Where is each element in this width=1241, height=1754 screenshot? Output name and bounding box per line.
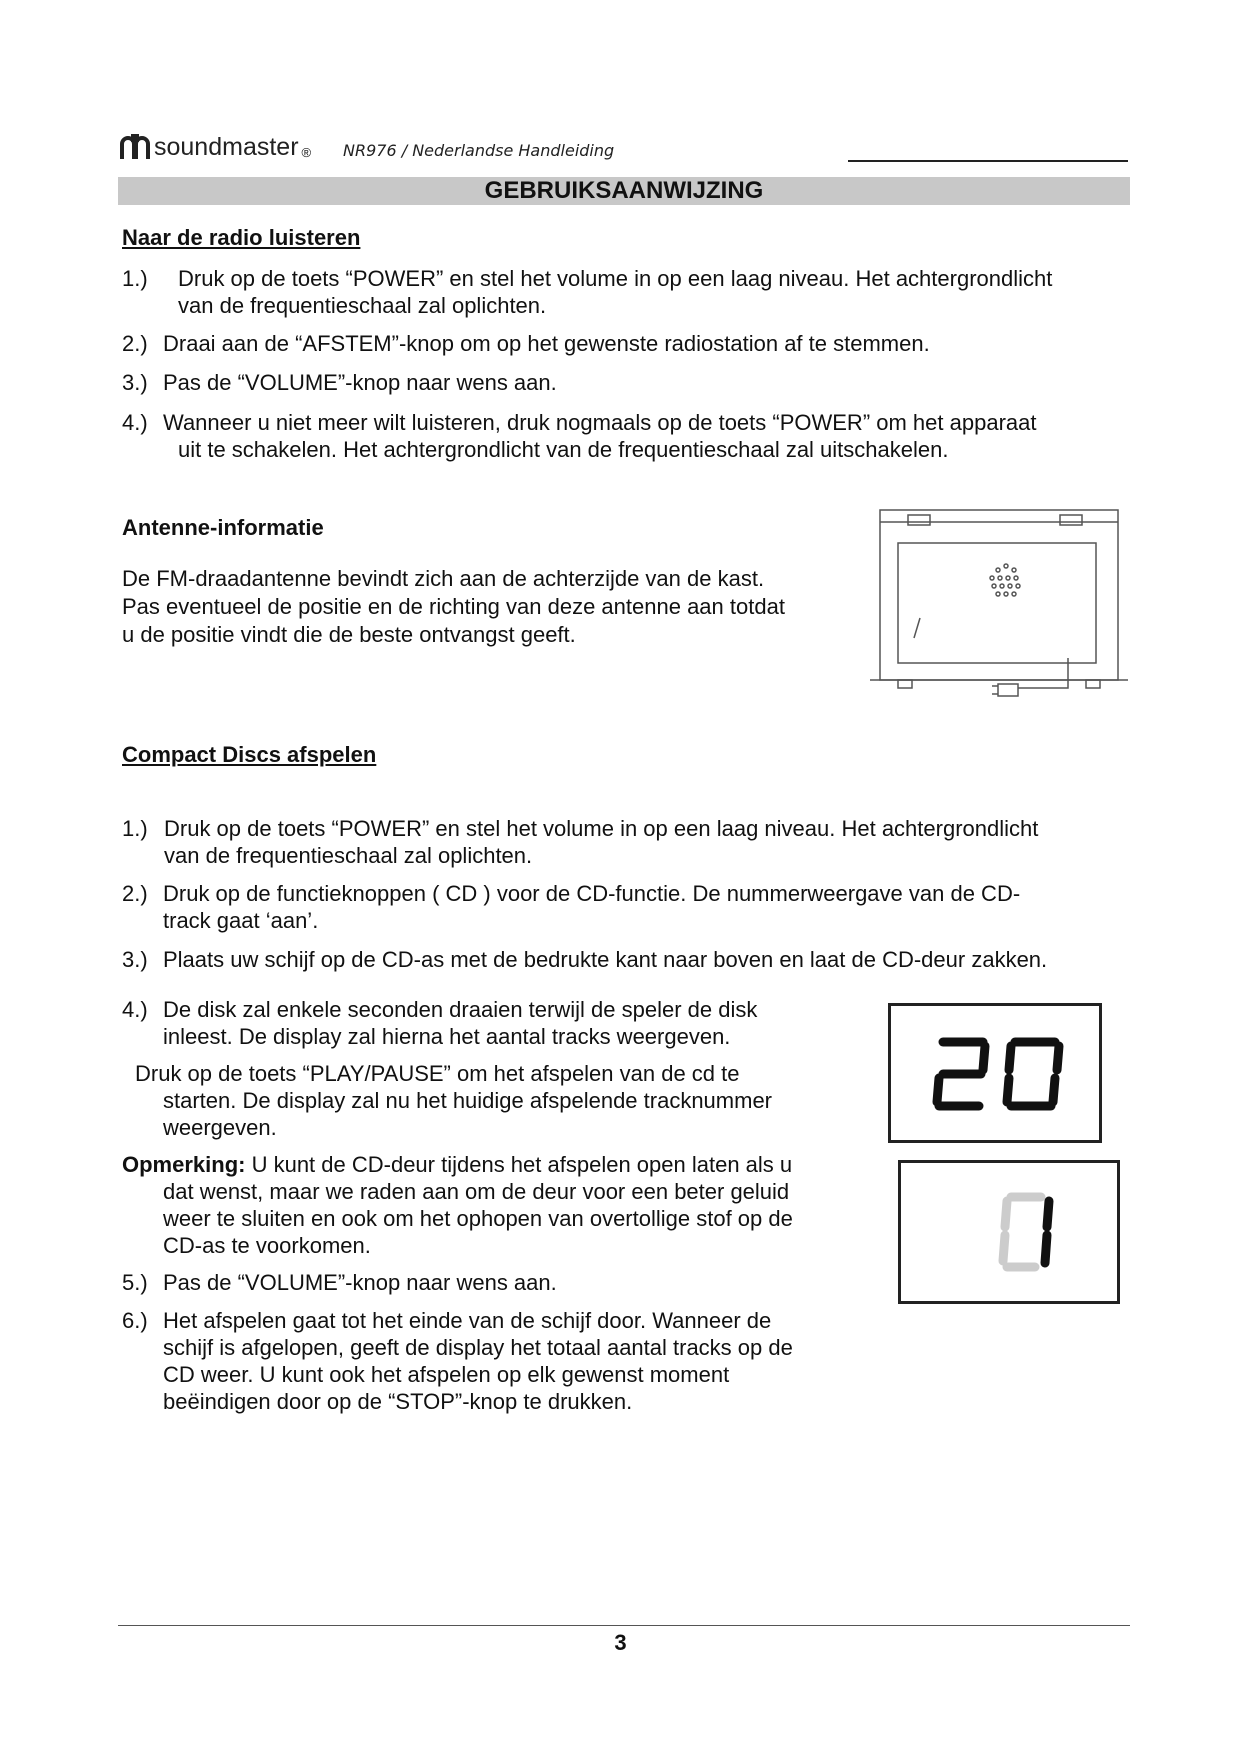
cd-play-line-3: weergeven.	[163, 1115, 277, 1140]
cd-step-6-line-2: schijf is afgelopen, geeft de display het totaal aantal tracks op de	[163, 1335, 793, 1360]
antenna-wire	[914, 618, 920, 638]
cd-step-3-line-1: Plaats uw schijf op de CD-as met de bedrukte kant naar boven en laat de CD-deur zakken.	[163, 947, 1048, 972]
cd-note-label: Opmerking:	[122, 1152, 246, 1177]
radio-step-1-line-1: Druk op de toets “POWER” en stel het volume in op een laag niveau. Het achtergrondlicht	[178, 266, 1053, 291]
cd-step-5-number: 5.)	[122, 1270, 148, 1295]
cd-step-1-line-2: van de frequentieschaal zal oplichten.	[164, 843, 533, 868]
device-rear-illustration	[868, 508, 1130, 703]
cd-step-2-line-1: Druk op de functieknoppen ( CD ) voor de CD-functie. De nummerweergave van de CD-	[163, 881, 1021, 906]
cd-note-line-1	[122, 1151, 792, 1179]
radio-step-2-line-1: Draai aan de “AFSTEM”-knop om op het gewenste radiostation af te stemmen.	[163, 331, 930, 356]
cd-step-4-line-2: inleest. De display zal hierna het aantal tracks weergeven.	[163, 1024, 731, 1049]
cd-step-6-line-3: CD weer. U kunt ook het afspelen op elk gewenst moment	[163, 1362, 730, 1387]
cd-step-2-line-2: track gaat ‘aan’.	[163, 908, 319, 933]
document-reference: NR976 / Nederlandse Handleiding	[343, 141, 615, 160]
seven-segment-01	[901, 1163, 1117, 1301]
soundmaster-logo-icon	[120, 132, 150, 160]
cd-note-line-4: CD-as te voorkomen.	[163, 1233, 371, 1258]
active-digit-1	[1045, 1201, 1049, 1263]
brand-name: soundmaster	[154, 133, 299, 161]
cd-note-text-1: U kunt de CD-deur tijdens het afspelen open laten als u	[245, 1152, 793, 1177]
cd-note-line-3: weer te sluiten en ook om het ophopen van overtollige stof op de	[163, 1206, 793, 1231]
cd-step-6-number: 6.)	[122, 1308, 148, 1333]
dim-digit-0	[1003, 1197, 1041, 1267]
radio-step-1-number: 1.)	[122, 266, 148, 291]
antenna-line-2: Pas eventueel de positie en de richting van deze antenne aan totdat	[122, 594, 785, 619]
page-number: 3	[614, 1630, 627, 1655]
cd-step-1-number: 1.)	[122, 816, 148, 841]
page-title: GEBRUIKSAANWIJZING	[118, 177, 1130, 205]
brand-logo	[120, 124, 311, 160]
header-rule	[848, 160, 1128, 162]
cd-heading: Compact Discs afspelen	[122, 742, 377, 767]
radio-step-1-line-2: van de frequentieschaal zal oplichten.	[178, 293, 547, 318]
cd-step-4-number: 4.)	[122, 997, 148, 1022]
antenna-heading: Antenne-informatie	[122, 515, 324, 540]
registered-mark: ®	[301, 145, 312, 160]
cd-step-4-line-1: De disk zal enkele seconden draaien terwijl de speler de disk	[163, 997, 758, 1022]
display-total-tracks	[888, 1003, 1102, 1143]
power-plug-icon	[998, 684, 1018, 696]
radio-steps	[122, 265, 1132, 465]
cd-step-6-line-4: beëindigen door op de “STOP”-knop te drukken.	[163, 1389, 633, 1414]
radio-step-3-line-1: Pas de “VOLUME”-knop naar wens aan.	[163, 370, 557, 395]
cd-step-5-line-1: Pas de “VOLUME”-knop naar wens aan.	[163, 1270, 557, 1295]
radio-step-4-line-2: uit te schakelen. Het achtergrondlicht van de frequentieschaal zal uitschakelen.	[178, 437, 949, 462]
cd-step-3-number: 3.)	[122, 947, 148, 972]
radio-step-2-number: 2.)	[122, 331, 148, 356]
cd-step-2-number: 2.)	[122, 881, 148, 906]
cd-note-line-2: dat wenst, maar we raden aan om de deur voor een beter geluid	[163, 1179, 790, 1204]
cd-step-6-line-1: Het afspelen gaat tot het einde van de schijf door. Wanneer de	[163, 1308, 772, 1333]
antenna-line-3: u de positie vindt die de beste ontvangst geeft.	[122, 622, 576, 647]
radio-step-4-line-1: Wanneer u niet meer wilt luisteren, druk nogmaals op de toets “POWER” om het apparaat	[163, 410, 1037, 435]
radio-step-3-number: 3.)	[122, 370, 148, 395]
cd-steps-bottom	[122, 996, 862, 1436]
seven-segment-20	[891, 1006, 1099, 1140]
cd-play-line-1: Druk op de toets “PLAY/PAUSE” om het afspelen van de cd te	[135, 1061, 740, 1086]
speaker-grille-icon	[990, 564, 1020, 596]
cd-step-1-line-1: Druk op de toets “POWER” en stel het volume in op een laag niveau. Het achtergrondlicht	[164, 816, 1039, 841]
cd-play-line-2: starten. De display zal nu het huidige afspelende tracknummer	[163, 1088, 773, 1113]
footer-rule	[118, 1625, 1130, 1626]
radio-step-4-number: 4.)	[122, 410, 148, 435]
radio-heading: Naar de radio luisteren	[122, 225, 361, 250]
antenna-line-1: De FM-draadantenne bevindt zich aan de achterzijde van de kast.	[122, 566, 765, 591]
cd-steps-top	[122, 815, 1132, 975]
display-current-track	[898, 1160, 1120, 1304]
